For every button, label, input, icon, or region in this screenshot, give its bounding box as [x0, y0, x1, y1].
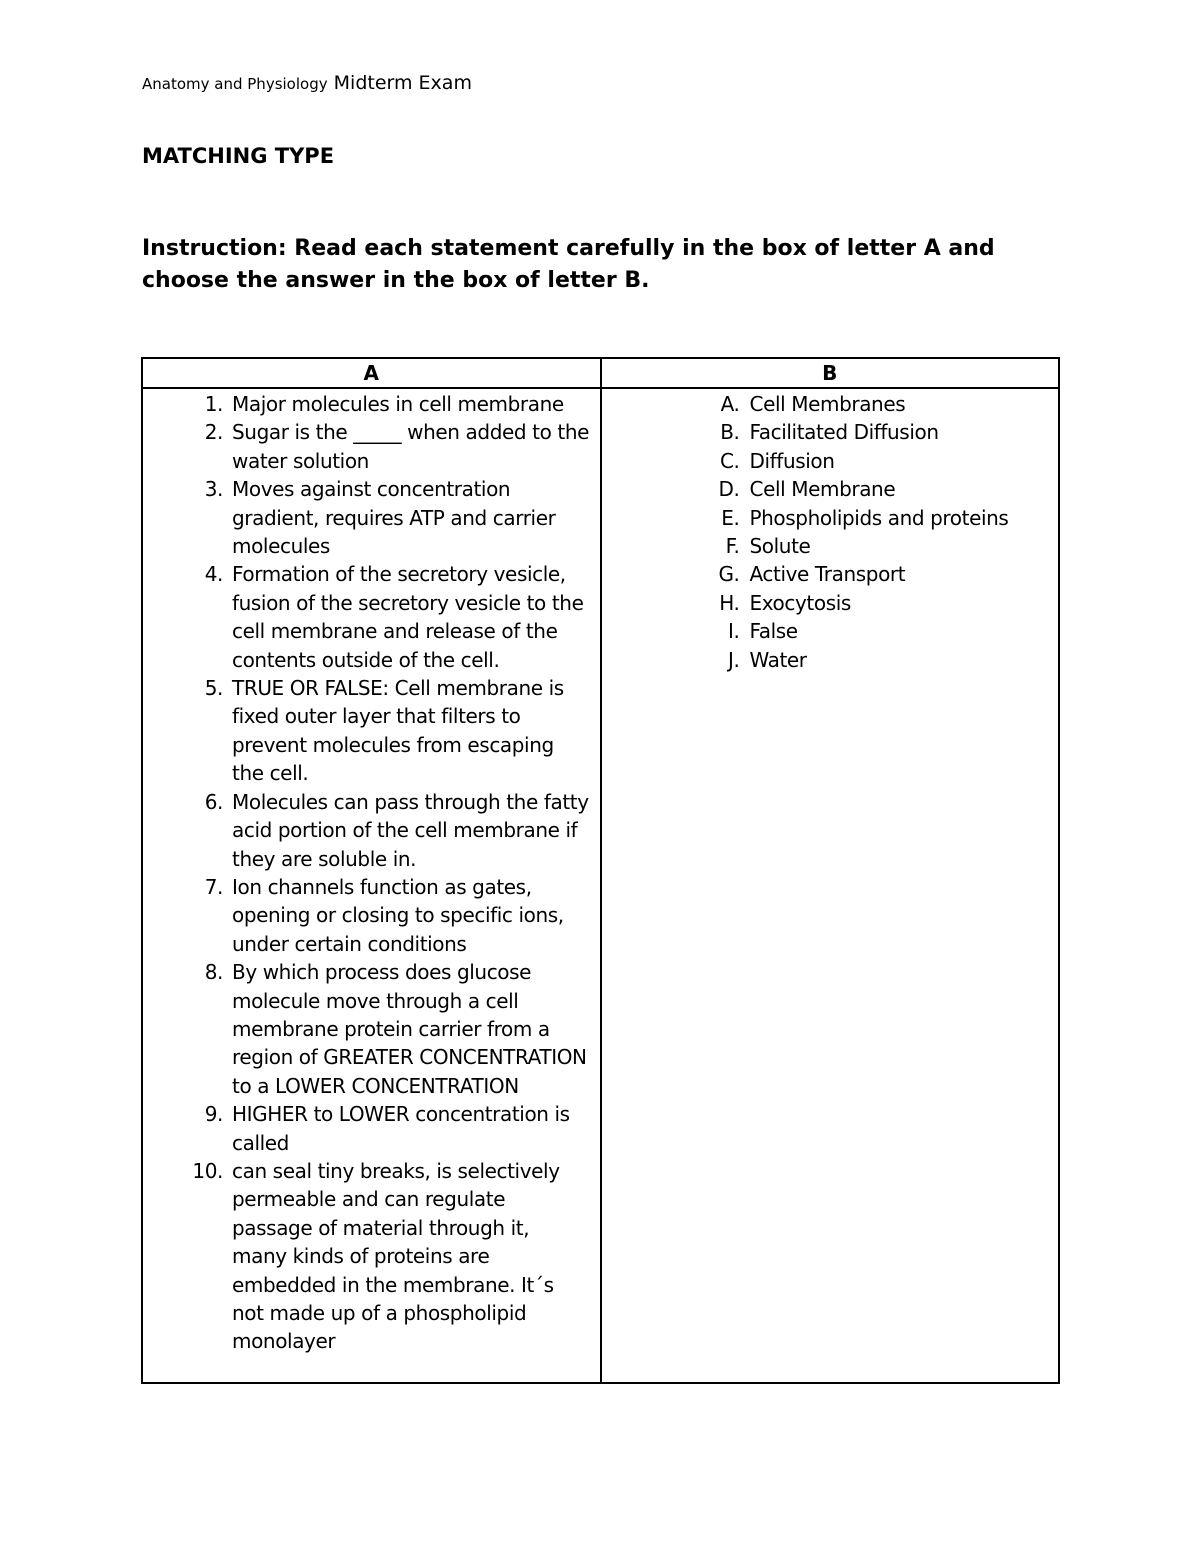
- statement-item-text: Sugar is the _____ when added to the water solution: [232, 420, 590, 473]
- statement-item: [185, 560, 589, 674]
- column-a-cell: [142, 388, 601, 1383]
- column-b-cell: [601, 388, 1060, 1383]
- answer-item-number: B.: [720, 420, 740, 445]
- answer-item-text: Active Transport: [749, 562, 906, 587]
- answer-item-number: F.: [725, 534, 740, 559]
- statement-item-text: Formation of the secretory vesicle, fusion of the secretory vesicle to the cell membrane and release of the contents outside of the cell.: [232, 562, 584, 672]
- page-header: [142, 72, 472, 94]
- statement-item-number: 4.: [204, 562, 223, 587]
- answer-item-number: D.: [718, 477, 740, 502]
- statement-item-number: 1.: [204, 392, 223, 416]
- statement-item-number: 6.: [204, 789, 223, 814]
- statement-item-text: Major molecules in cell membrane: [232, 392, 564, 416]
- statement-item-text: Ion channels function as gates, opening or closing to specific ions, under certain conditions: [232, 874, 564, 956]
- matching-table: [141, 357, 1060, 1384]
- answer-item-number: A.: [720, 392, 740, 416]
- statement-item: [185, 390, 589, 418]
- statement-item: [185, 958, 589, 1100]
- answer-item-text: Solute: [749, 534, 811, 559]
- statement-item-number: 8.: [204, 960, 223, 985]
- statement-item-text: Molecules can pass through the fatty acid portion of the cell membrane if they are soluble in.: [232, 789, 589, 871]
- answer-item-text: Exocytosis: [749, 590, 851, 615]
- statement-item-number: 3.: [204, 477, 223, 502]
- answer-item: [710, 560, 1050, 588]
- answer-item-number: H.: [719, 590, 740, 615]
- statement-item: [185, 1157, 589, 1356]
- statement-item-number: 5.: [204, 676, 223, 701]
- answer-item-text: Cell Membranes: [749, 392, 906, 416]
- answer-item: [710, 617, 1050, 645]
- statement-item-number: 7.: [204, 874, 223, 899]
- statement-item-text: TRUE OR FALSE: Cell membrane is fixed outer layer that filters to prevent molecules from escaping the cell.: [232, 676, 564, 786]
- answer-item: [710, 589, 1050, 617]
- answer-item-number: I.: [728, 619, 740, 644]
- answer-item-text: Cell Membrane: [749, 477, 896, 502]
- column-a-list: [185, 389, 589, 1356]
- statement-item-text: By which process does glucose molecule move through a cell membrane protein carrier from a region of GREATER CONCENTRATION to a LOWER CONCENTRATION: [232, 960, 587, 1098]
- exam-title: Midterm Exam: [333, 72, 472, 94]
- answer-item: [710, 532, 1050, 560]
- statement-item: [185, 1100, 589, 1157]
- answer-item: [710, 418, 1050, 446]
- column-b-header: B: [601, 358, 1060, 388]
- answer-item: [710, 475, 1050, 503]
- statement-item: [185, 475, 589, 560]
- statement-item: [185, 418, 589, 475]
- answer-item-text: Facilitated Diffusion: [749, 420, 939, 445]
- answer-item: [710, 390, 1050, 418]
- statement-item-number: 10.: [192, 1158, 223, 1183]
- answer-item: [710, 504, 1050, 532]
- column-b-list: [710, 389, 1050, 674]
- answer-item-number: C.: [719, 448, 740, 473]
- answer-item-number: G.: [718, 562, 740, 587]
- answer-item-text: Diffusion: [749, 448, 835, 473]
- course-title: Anatomy and Physiology: [142, 75, 328, 93]
- answer-item: [710, 646, 1050, 674]
- table-body-row: [142, 388, 1059, 1383]
- statement-item-text: HIGHER to LOWER concentration is called: [232, 1102, 570, 1155]
- instruction-text: Instruction: Read each statement carefully in the box of letter A and choose the answer in the box of letter B.: [142, 236, 995, 293]
- statement-item-number: 9.: [204, 1102, 223, 1127]
- answer-item-number: J.: [728, 647, 740, 672]
- table-header-row: [142, 358, 1059, 388]
- section-title: MATCHING TYPE: [142, 144, 335, 168]
- statement-item: [185, 873, 589, 958]
- statement-item-text: Moves against concentration gradient, requires ATP and carrier molecules: [232, 477, 556, 559]
- statement-item-number: 2.: [204, 420, 223, 445]
- answer-item-number: E.: [721, 505, 740, 530]
- answer-item-text: Water: [749, 647, 807, 672]
- statement-item: [185, 674, 589, 788]
- column-a-header: A: [142, 358, 601, 388]
- statement-item-text: can seal tiny breaks, is selectively permeable and can regulate passage of material through it, many kinds of proteins are embedded in the membrane. It´s not made up of a phospholipid monolayer: [232, 1158, 560, 1354]
- statement-item: [185, 788, 589, 873]
- answer-item-text: False: [749, 619, 798, 644]
- answer-item: [710, 447, 1050, 475]
- answer-item-text: Phospholipids and proteins: [749, 505, 1009, 530]
